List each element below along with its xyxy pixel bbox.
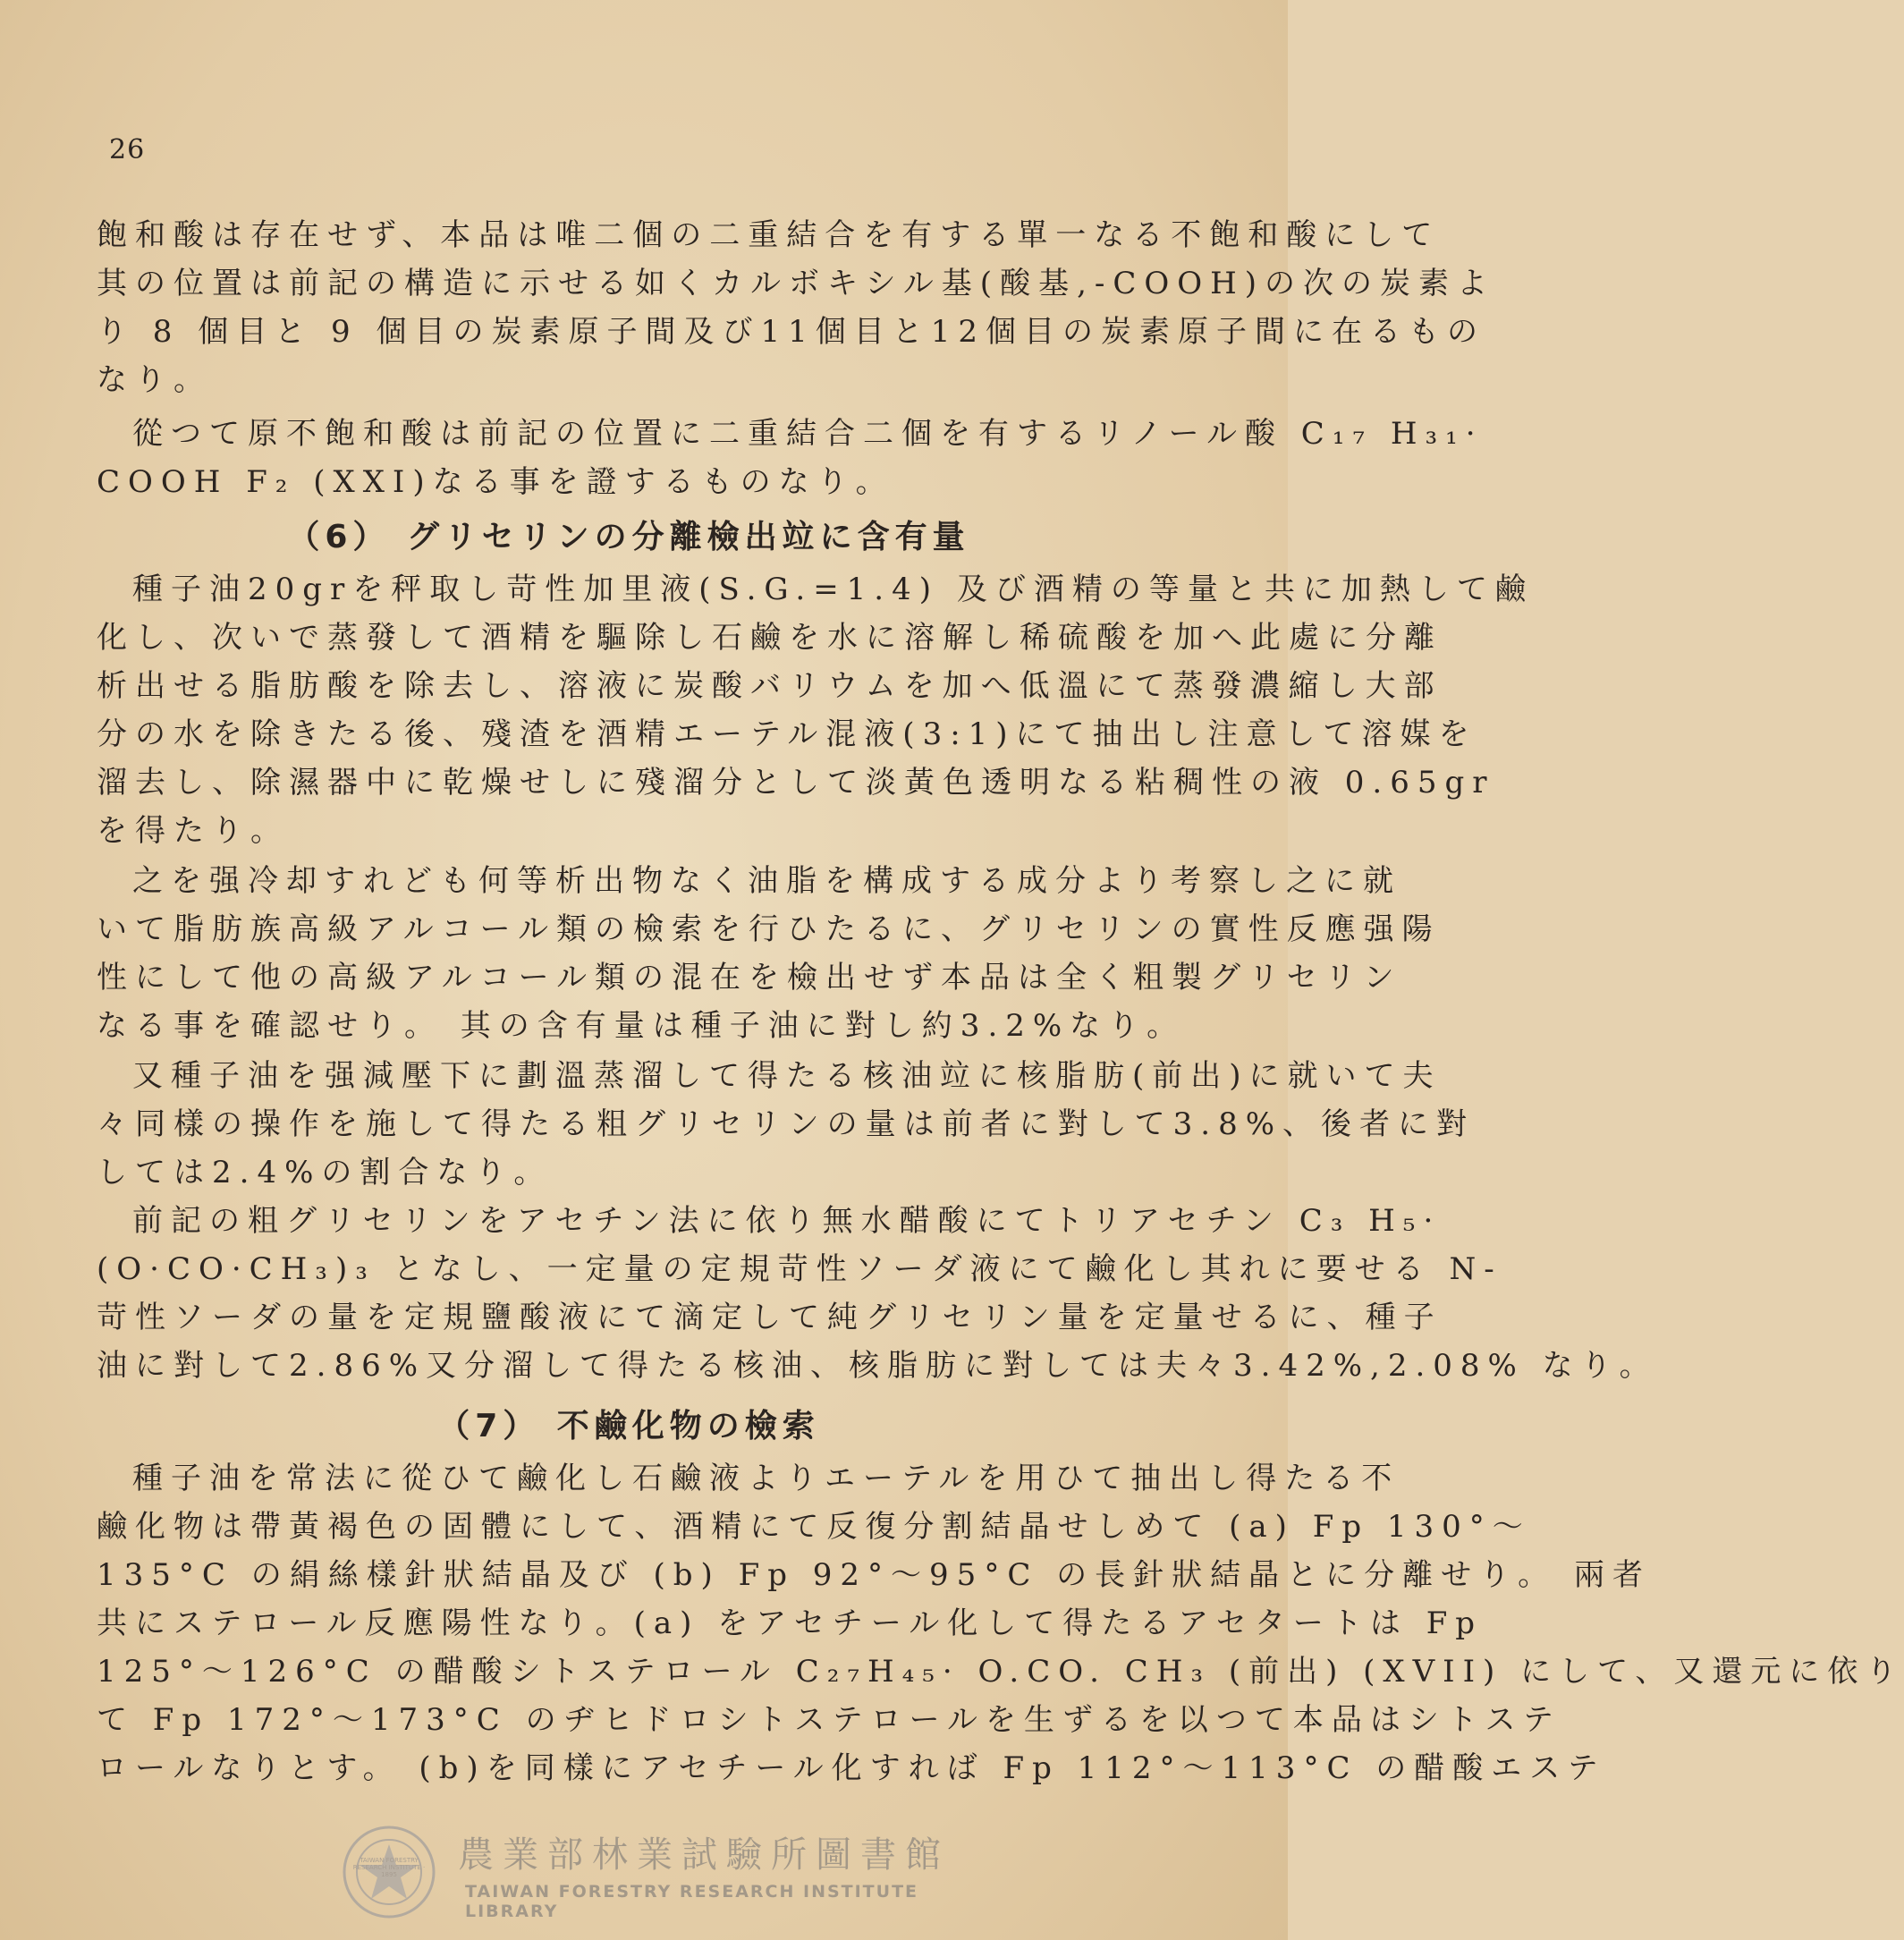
- text-line: 析出せる脂肪酸を除去し、溶液に炭酸バリウムを加へ低溫にて蒸發濃縮し大部: [97, 668, 1443, 704]
- text-line: り 8 個目と 9 個目の炭素原子間及び11個目と12個目の炭素原子間に在るもの: [97, 314, 1486, 350]
- library-name-english: TAIWAN FORESTRY RESEARCH INSTITUTE LIBRARY: [465, 1882, 919, 1921]
- text-line: 種子油を常法に從ひて鹼化し石鹼液よりエーテルを用ひて抽出し得たる不: [132, 1461, 1400, 1496]
- text-line: 鹼化物は帶黃褐色の固體にして、酒精にて反復分割結晶せしめて (a) Fp 130°～: [97, 1509, 1531, 1545]
- library-watermark: [340, 1823, 984, 1921]
- section-6-paragraph-2: [97, 857, 1441, 1050]
- seal-text: TAIWAN FORESTRY RESEARCH INSTITUTE · 1895: [352, 1857, 426, 1878]
- text-line: て Fp 172°～173°C のヂヒドロシトステロールを生ずるを以つて本品はシトステ: [97, 1702, 1561, 1738]
- text-line: 分の水を除きたる後、殘渣を酒精エーテル混液(3:1)にて抽出し注意して溶媒を: [97, 716, 1477, 752]
- text-line: いて脂肪族高級アルコール類の檢索を行ひたるに、グリセリンの實性反應强陽: [97, 911, 1441, 947]
- text-line: 前記の粗グリセリンをアセチン法に依り無水醋酸にてトリアセチン C₃ H₅·: [132, 1203, 1442, 1239]
- text-line: 之を强冷却すれども何等析出物なく油脂を構成する成分より考察し之に就: [132, 863, 1401, 899]
- library-name-chinese: 農業部林業試驗所圖書館: [458, 1834, 950, 1876]
- text-line: 125°～126°C の醋酸シトステロール C₂₇H₄₅· O.CO. CH₃ (前出) (XVII) にして、又還元に依り: [97, 1654, 1904, 1690]
- text-line: 化し、次いで蒸發して酒精を驅除し石鹼を水に溶解し稀硫酸を加へ此處に分離: [97, 620, 1443, 656]
- section-6-paragraph-3: [97, 1052, 1476, 1197]
- text-line: (O·CO·CH₃)₃ となし、一定量の定規苛性ソーダ液にて鹼化し其れに要せる N-: [97, 1251, 1502, 1287]
- text-line: を得たり。: [97, 813, 289, 849]
- text-line: なる事を確認せり。 其の含有量は種子油に對し約3.2%なり。: [97, 1008, 1186, 1044]
- text-line: 飽和酸は存在せず、本品は唯二個の二重結合を有する單一なる不飽和酸にして: [97, 217, 1441, 253]
- text-line: 溜去し、除濕器中に乾燥せしに殘溜分として淡黃色透明なる粘稠性の液 0.65gr: [97, 765, 1495, 801]
- text-line: 從つて原不飽和酸は前記の位置に二重結合二個を有するリノール酸 C₁₇ H₃₁·: [132, 416, 1484, 452]
- text-line: 135°C の絹絲樣針狀結晶及び (b) Fp 92°～95°C の長針狀結晶とに分離せり。 兩者: [97, 1557, 1651, 1593]
- text-line: COOH F₂ (XXI)なる事を證するものなり。: [97, 464, 894, 500]
- section-6-paragraph-4: [97, 1197, 1658, 1390]
- text-line: ロールなりとす。 (b)を同樣にアセチール化すれば Fp 112°～113°C の醋酸エステ: [97, 1750, 1606, 1786]
- text-line: なり。: [97, 362, 212, 398]
- text-line: 又種子油を强減壓下に劃溫蒸溜して得たる核油竝に核脂肪(前出)に就いて夫: [132, 1058, 1442, 1094]
- text-line: 苛性ソーダの量を定規鹽酸液にて滴定して純グリセリン量を定量せるに、種子: [97, 1300, 1443, 1335]
- text-line: 共にステロール反應陽性なり。(a) をアセチール化して得たるアセタートは Fp: [97, 1605, 1484, 1641]
- text-line: 性にして他の高級アルコール類の混在を檢出せず本品は全く粗製グリセリン: [97, 960, 1402, 995]
- section-6-paragraph-1: [97, 565, 1534, 855]
- text-line: 々同樣の操作を施して得たる粗グリセリンの量は前者に對して3.8%、後者に對: [97, 1106, 1476, 1142]
- page-number: 26: [109, 134, 146, 165]
- intro-paragraph-2: [97, 410, 1484, 506]
- intro-paragraph-1: [97, 211, 1496, 404]
- section-heading-7: （7） 不鹼化物の檢索: [437, 1408, 820, 1444]
- text-line: 種子油20grを秤取し苛性加里液(S.G.=1.4) 及び酒精の等量と共に加熱して鹼: [132, 572, 1534, 607]
- text-line: しては2.4%の割合なり。: [97, 1155, 553, 1190]
- text-line: 其の位置は前記の構造に示せる如くカルボキシル基(酸基,-COOH)の次の炭素よ: [97, 266, 1496, 301]
- section-7-paragraph-1: [97, 1454, 1904, 1792]
- section-heading-6: （6） グリセリンの分離檢出竝に含有量: [287, 519, 970, 555]
- text-line: 油に對して2.86%又分溜して得たる核油、核脂肪に對しては夫々3.42%,2.08% なり。: [97, 1348, 1658, 1384]
